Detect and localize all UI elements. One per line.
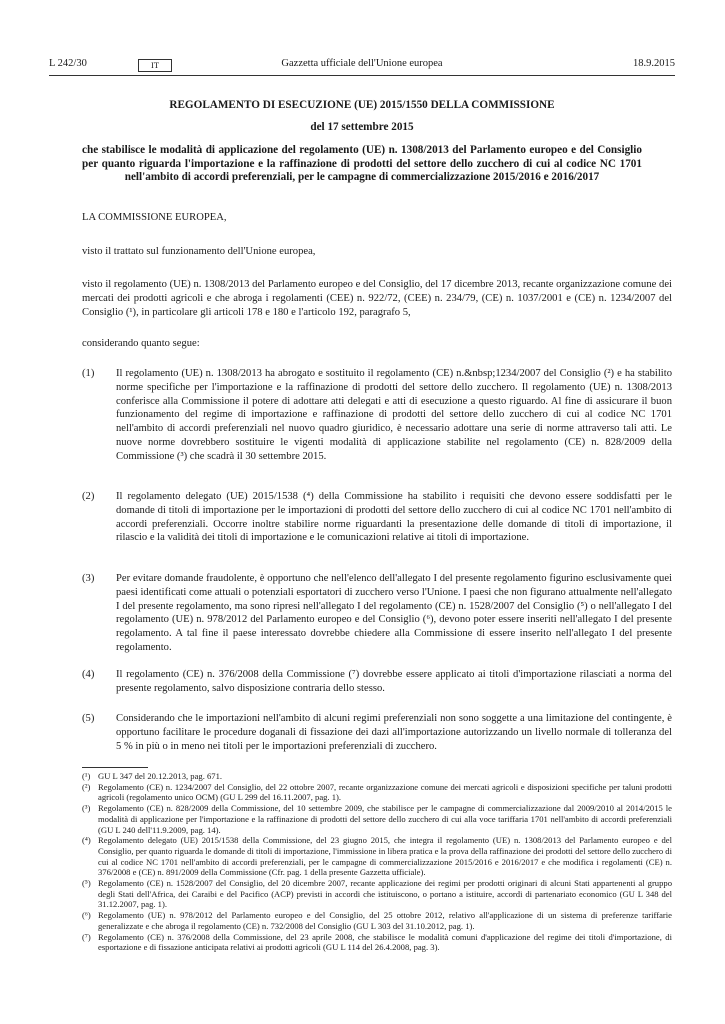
- header-divider: [49, 75, 675, 76]
- footnote-number: (¹): [82, 771, 91, 781]
- considerando-line: considerando quanto segue:: [82, 338, 200, 349]
- footnote-2: [82, 782, 672, 803]
- footnote-text: Regolamento delegato (UE) 2015/1538 della Commissione, del 23 giugno 2015, che integra il regolamento (UE) n. 1308/2013 del Parlamento europeo e del Consiglio, per quanto riguarda le domande di titoli di importazione, l'immissione in libera pratica e la prova della raffinazione dei prodotti del settore dello zucchero di cui al codice NC 1701 nell'ambito di accordi preferenziali, per le campagne di commercializzazione 2015/2016 e 2016/2017 e che modifica i regolamenti (CE) n. 376/2008 e (CE) n. 891/2009 della Commissione (Cfr. pag. 1 della presente Gazzetta ufficiale).: [98, 835, 672, 878]
- footnote-number: (⁶): [82, 910, 91, 921]
- institution-line: LA COMMISSIONE EUROPEA,: [82, 212, 227, 223]
- recital-text: Il regolamento (UE) n. 1308/2013 ha abrogato e sostituito il regolamento (CE) n.&nbsp;1234/2007 del Consiglio (²) e ha stabilito norme specifiche per l'importazione e la raffinazione di prodotti del settore dello zucchero. Il regolamento (UE) n. 1308/2013 conferisce alla Commissione il potere di adottare atti delegati e atti di esecuzione a questo riguardo. Al fine di assicurare il buon funzionamento del regime di importazione e raffinazione di prodotti del settore dello zucchero di cui al codice NC 1701 nell'ambito di accordi preferenziali nel nuovo quadro giuridico, è necessario adottare una serie di norme attraverso tali atti. Le nuove norme dovrebbero sostituire le vigenti modalità di applicazione stabilite nel regolamento (CE) n. 828/2009 della Commissione (³) che scadrà il 30 settembre 2015.: [116, 368, 672, 462]
- footnote-text: GU L 347 del 20.12.2013, pag. 671.: [98, 771, 223, 781]
- visto-regolamento: visto il regolamento (UE) n. 1308/2013 del Parlamento europeo e del Consiglio, del 17 dicembre 2013, recante organizzazione comune dei mercati dei prodotti agricoli e che abroga i regolamenti (CEE) n. 922/72, (CEE) n. 234/79, (CE) n. 1037/2001 e (CE) n. 1234/2007 del Consiglio (¹), in particolare gli articoli 178 e 180 e l'articolo 192, paragrafo 5,: [82, 279, 672, 318]
- footnote-1: [82, 771, 672, 782]
- recital-number: (5): [82, 713, 95, 724]
- regulation-title-block: [82, 98, 642, 185]
- footnote-text: Regolamento (UE) n. 978/2012 del Parlamento europeo e del Consiglio, del 25 ottobre 2012, relativo all'applicazione di un sistema di preferenze tariffarie generalizzate e che abroga il regolamento (CE) n. 732/2008 del Consiglio (GU L 303 del 31.10.2012, pag. 1).: [98, 910, 672, 931]
- visto-trattato: visto il trattato sul funzionamento dell'Unione europea,: [82, 246, 316, 257]
- recital-number: (3): [82, 573, 95, 584]
- footnote-text: Regolamento (CE) n. 1528/2007 del Consiglio, del 20 dicembre 2007, recante applicazione dei regimi per prodotti originari di alcuni Stati appartenenti al gruppo degli Stati dell'Africa, dei Caraibi e del Pacifico (ACP) previsti in accordi che istituiscono, o portano a istituire, accordi di partenariato economico (GU L 348 del 31.12.2007, pag. 1).: [98, 878, 672, 910]
- footnote-text: Regolamento (CE) n. 376/2008 della Commissione, del 23 aprile 2008, che stabilisce le modalità comuni d'applicazione del regime dei titoli d'importazione, di esportazione e di fissazione anticipata relativi ai prodotti agricoli (GU L 114 del 26.4.2008, pag. 3).: [98, 931, 672, 953]
- footnote-3: [82, 803, 672, 835]
- recital-text: Il regolamento delegato (UE) 2015/1538 (⁴) della Commissione ha stabilito i requisiti che devono essere soddisfatti per le domande di titoli di importazione per le importazioni di prodotti del settore dello zucchero di cui al codice NC 1701 nell'ambito di accordi preferenziali. Occorre inoltre stabilire norme riguardanti la presentazione delle domande di titoli di importazione, il rilascio e la validità dei titoli di importazione e le comunicazioni relative ai titoli di importazione.: [116, 491, 672, 544]
- footnote-number: (⁵): [82, 878, 91, 889]
- footnote-4: [82, 835, 672, 878]
- footnotes: [82, 771, 672, 953]
- footnote-number: (³): [82, 803, 91, 814]
- regulation-date: del 17 settembre 2015: [310, 121, 414, 133]
- footnote-6: [82, 910, 672, 931]
- recital-number: (1): [82, 368, 95, 379]
- language-box: IT: [138, 59, 172, 72]
- page-reference: L 242/30: [49, 58, 87, 69]
- footnote-divider: [82, 767, 148, 768]
- footnote-7: [82, 932, 672, 953]
- recital-number: (2): [82, 491, 95, 502]
- recital-text: Il regolamento (CE) n. 376/2008 della Commissione (⁷) dovrebbe essere applicato ai titoli d'importazione rilasciati a norma del presente regolamento, salvo disposizione contraria dello stesso.: [116, 669, 672, 694]
- footnote-number: (⁷): [82, 931, 91, 942]
- footnote-5: [82, 878, 672, 910]
- publication-date: 18.9.2015: [633, 58, 675, 69]
- regulation-subtitle: che stabilisce le modalità di applicazione del regolamento (UE) n. 1308/2013 del Parlamento europeo e del Consiglio per quanto riguarda l'importazione e la raffinazione di prodotti del settore dello zucchero di cui al codice NC 1701 nell'ambito di accordi preferenziali, per le campagne di commercializzazione 2015/2016 e 2016/2017: [82, 144, 642, 183]
- footnote-text: Regolamento (CE) n. 828/2009 della Commissione, del 10 settembre 2009, che stabilisce per le campagne di commercializzazione dal 2009/2010 al 2014/2015 le modalità di applicazione per l'importazione e la raffinazione di prodotti del settore dello zucchero di cui alla voce tariffaria 1701 nell'ambito di accordi preferenziali (GU L 240 dell'11.9.2009, pag. 14).: [98, 803, 672, 835]
- page-header: [49, 58, 675, 74]
- footnote-number: (⁴): [82, 835, 91, 846]
- recital-text: Considerando che le importazioni nell'ambito di alcuni regimi preferenziali non sono soggette a una limitazione del contingente, è opportuno facilitare le procedure doganali di fissazione dei dazi all'importazione autorizzando un livello normale di tolleranza del 5 % in più o in meno nei titoli per le importazioni preferenziali di zucchero.: [116, 713, 672, 752]
- recital-number: (4): [82, 669, 95, 680]
- footnote-text: Regolamento (CE) n. 1234/2007 del Consiglio, del 22 ottobre 2007, recante organizzazione comune dei mercati agricoli e disposizioni specifiche per taluni prodotti agricoli (regolamento unico OCM) (GU L 299 del 16.11.2007, pag. 1).: [98, 781, 672, 803]
- journal-title: Gazzetta ufficiale dell'Unione europea: [281, 58, 443, 69]
- regulation-title: REGOLAMENTO DI ESECUZIONE (UE) 2015/1550 DELLA COMMISSIONE: [169, 99, 555, 111]
- recital-text: Per evitare domande fraudolente, è opportuno che nell'elenco dell'allegato I del presente regolamento figurino esclusivamente quei paesi identificati come attuali o potenziali esportatori di zucchero verso l'Unione. I paesi che non figurano attualmente nell'allegato I del presente regolamento, ma sono ripresi nell'allegato I del regolamento (CE) n. 1528/2007 del Consiglio (⁵) o nell'allegato I del regolamento (UE) n. 978/2012 del Parlamento europeo e del Consiglio (⁶), devono poter essere inseriti nell'allegato I del presente regolamento. A tal fine il paese interessato dovrebbe chiedere alla Commissione di essere inserito nell'allegato I del presente regolamento.: [116, 573, 672, 653]
- footnote-number: (²): [82, 781, 91, 792]
